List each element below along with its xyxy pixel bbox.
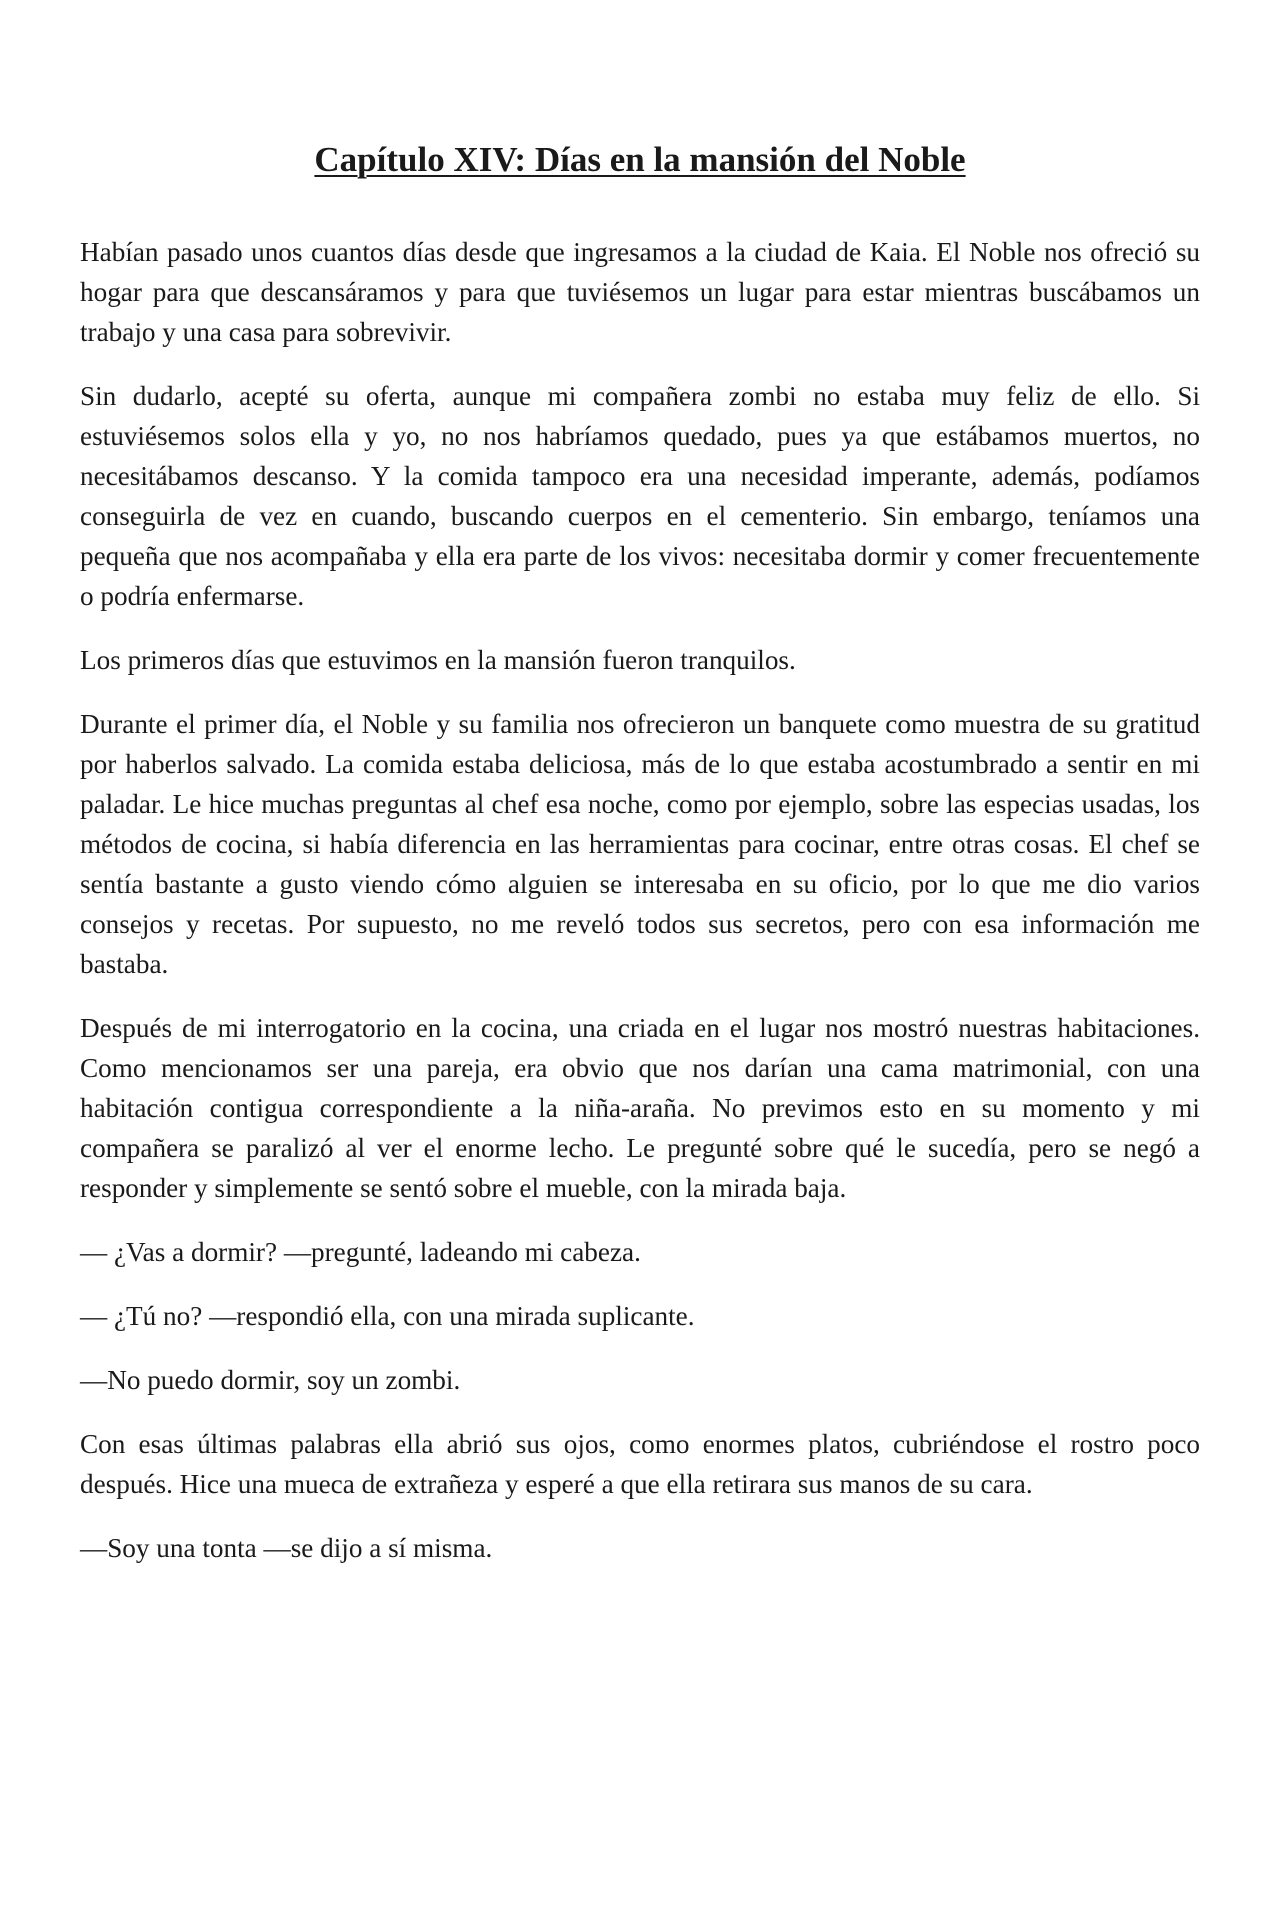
dialogue-line-4: —Soy una tonta —se dijo a sí misma. — [80, 1533, 493, 1563]
dialogue-line-1: — ¿Vas a dormir? —pregunté, ladeando mi cabeza. — [80, 1237, 641, 1267]
paragraph-5: Después de mi interrogatorio en la cocina, una criada en el lugar nos mostró nuestras habitaciones. Como mencionamos ser una pareja, era obvio que nos darían una cama matrimonial, con una habitación contigua correspondiente a la niña-araña. No previmos esto en su momento y mi compañera se paralizó al ver el enorme lecho. Le pregunté sobre qué le sucedía, pero se negó a responder y simplemente se sentó sobre el mueble, con la mirada baja. — [80, 1013, 1200, 1203]
paragraph-3: Los primeros días que estuvimos en la mansión fueron tranquilos. — [80, 645, 796, 675]
paragraph-6: Con esas últimas palabras ella abrió sus ojos, como enormes platos, cubriéndose el rostro poco después. Hice una mueca de extrañeza y esperé a que ella retirara sus manos de su cara. — [80, 1429, 1200, 1499]
dialogue-line-3: —No puedo dormir, soy un zombi. — [80, 1365, 461, 1395]
paragraph-2: Sin dudarlo, acepté su oferta, aunque mi compañera zombi no estaba muy feliz de ello. Si estuviésemos solos ella y yo, no nos habríamos quedado, pues ya que estábamos muertos, no necesitábamos descanso. Y la comida tampoco era una necesidad imperante, además, podíamos conseguirla de vez en cuando, buscando cuerpos en el cementerio. Sin embargo, teníamos una pequeña que nos acompañaba y ella era parte de los vivos: necesitaba dormir y comer frecuentemente o podría enfermarse. — [80, 381, 1200, 611]
chapter-title: Capítulo XIV: Días en la mansión del Noble — [314, 140, 966, 179]
dialogue-line-2: — ¿Tú no? —respondió ella, con una mirada suplicante. — [80, 1301, 695, 1331]
paragraph-1: Habían pasado unos cuantos días desde que ingresamos a la ciudad de Kaia. El Noble nos ofreció su hogar para que descansáramos y para que tuviésemos un lugar para estar mientras buscábamos un trabajo y una casa para sobrevivir. — [80, 237, 1200, 347]
paragraph-4: Durante el primer día, el Noble y su familia nos ofrecieron un banquete como muestra de su gratitud por haberlos salvado. La comida estaba deliciosa, más de lo que estaba acostumbrado a sentir en mi paladar. Le hice muchas preguntas al chef esa noche, como por ejemplo, sobre las especias usadas, los métodos de cocina, si había diferencia en las herramientas para cocinar, entre otras cosas. El chef se sentía bastante a gusto viendo cómo alguien se interesaba en su oficio, por lo que me dio varios consejos y recetas. Por supuesto, no me reveló todos sus secretos, pero con esa información me bastaba. — [80, 709, 1200, 979]
chapter-body — [80, 232, 1200, 1568]
document-page — [80, 0, 1200, 1920]
